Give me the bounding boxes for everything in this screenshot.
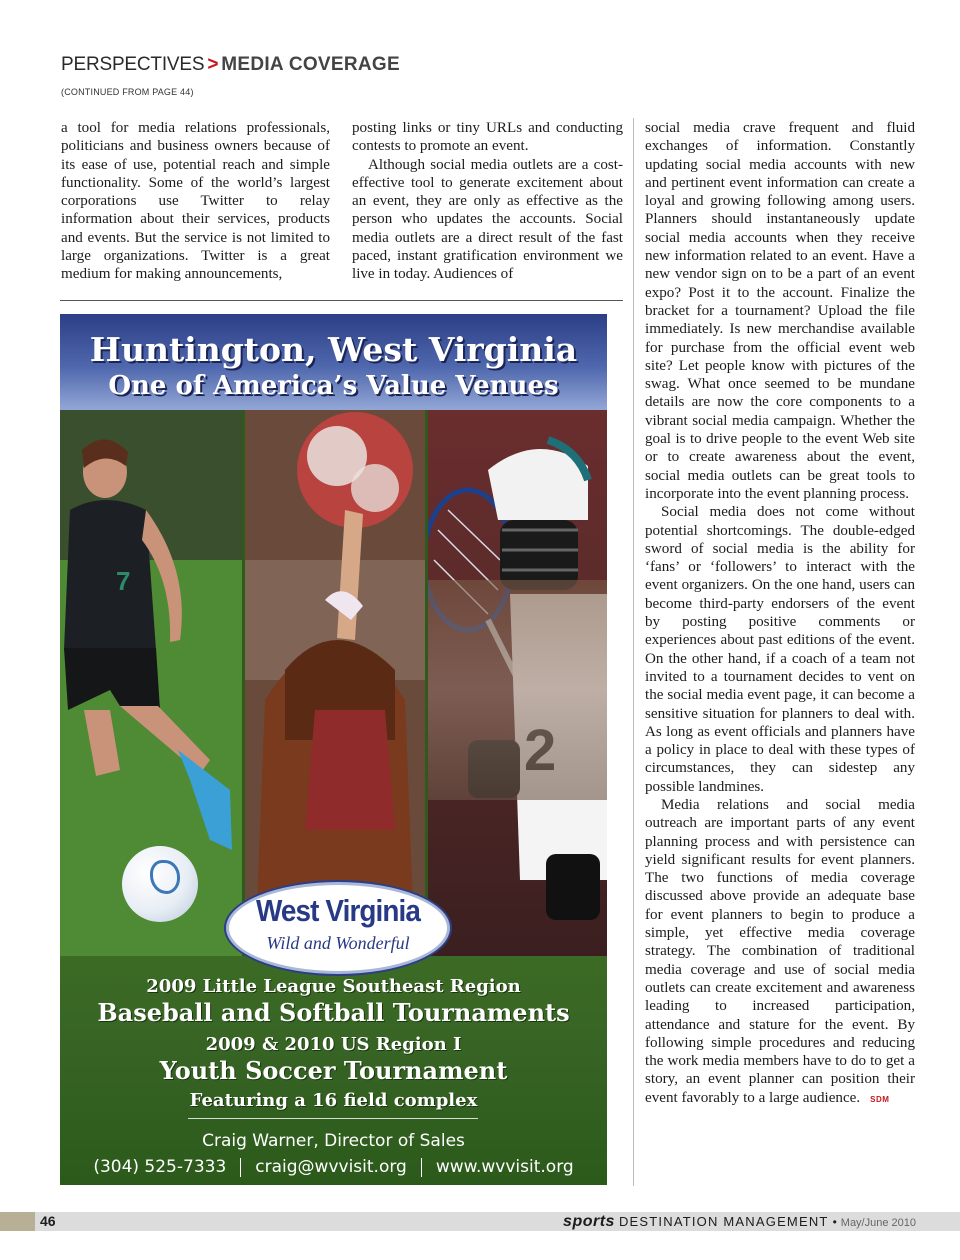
- ad-event-line-4: Youth Soccer Tournament: [159, 1056, 508, 1085]
- ad-phone: (304) 525-7333: [93, 1157, 227, 1177]
- article-column-1: [61, 119, 330, 284]
- article-column-3: [645, 119, 915, 1109]
- soccer-photo: [60, 410, 242, 956]
- jersey-number: 7: [116, 566, 131, 596]
- article-paragraph: posting links or tiny URLs and conducting contests to promote an event.: [352, 120, 623, 155]
- footer-issue: May/June 2010: [840, 1217, 916, 1229]
- section-separator: >: [207, 54, 219, 75]
- article-paragraph: social media crave frequent and fluid exchanges of information. Constantly updating social media accounts with new and pertinent event information can create a loyal and growing following among users. Planners should instantaneously update social media accounts when they receive new information related to an event. Have a new vendor sign on to be a part of an event expo? Post it to the account. Finalize the bracket for a tournament? Upload the file immediately. Is new merchandise available for purchase from the official event web site? Let people know with pictures of the swag. What once seemed to be mundane details are now the core components to a vibrant social media campaign. Whether the goal is to drive people to the event Web site or to create awareness about the event, social media outlets can be great tools to incorporate into the event planning process.: [645, 120, 915, 502]
- ad-title: Huntington, West Virginia: [89, 330, 578, 369]
- logo-name: West Virginia: [255, 893, 421, 928]
- column-divider-horizontal: [60, 300, 623, 301]
- page-number: 46: [40, 1213, 56, 1229]
- ad-subtitle: One of America’s Value Venues: [108, 371, 559, 401]
- contact-separator: [240, 1158, 241, 1177]
- logo-tagline: Wild and Wonderful: [266, 933, 410, 953]
- footer-magazine: DESTINATION MANAGEMENT: [618, 1214, 829, 1229]
- cheerleader-illustration: [245, 410, 425, 956]
- article-paragraph-last: [645, 796, 915, 1109]
- article-column-2: [352, 119, 623, 284]
- ad-website-link[interactable]: www.wvvisit.org: [435, 1157, 574, 1177]
- page-number-box: [0, 1212, 35, 1231]
- advertisement: [60, 314, 607, 1185]
- end-mark: SDM: [870, 1094, 890, 1104]
- footer-brand: sports: [563, 1213, 615, 1230]
- section-header: [61, 54, 400, 76]
- article-paragraph-text: Media relations and social media outreach are important parts of any event planning process and with persistence can yield significant results for event planners. The two functions of media coverage discussed above provide an adequate base for event planners to begin to produce a simple, yet effective media coverage strategy. The combination of traditional media coverage and use of social media outlets can create excitement and awareness leading to increased participation, attendance and stature for the event. By following simple procedures and reducing the work media members have to do to get a story, an event planner can position their event favorably to a large audience.: [645, 796, 915, 1106]
- ad-event-line-3: 2009 & 2010 US Region I: [205, 1034, 462, 1055]
- ad-contact-details: [60, 1157, 607, 1177]
- soccer-ball: [122, 846, 198, 922]
- cheerleader-photo: [245, 410, 425, 956]
- lacrosse-photo: [428, 410, 607, 956]
- article-paragraph: a tool for media relations professionals, politicians and business owners because of its ease of use, potential reach and simple functionality. Some of the world’s largest corporations use Twitter to relay information about their services, products and events. But the service is not limited to large organizations. Twitter is a great medium for making announcements,: [61, 120, 330, 283]
- section-label: PERSPECTIVES: [61, 54, 205, 75]
- ad-event-line-5: Featuring a 16 field complex: [189, 1090, 478, 1111]
- west-virginia-logo: [226, 882, 450, 974]
- section-title: [61, 54, 400, 75]
- article-paragraph: Social media does not come without potential shortcomings. The double-edged sword of social media is the ability for ‘fans’ or ‘followers’ to interact with the event organizers. On the one hand, users can become third-party endorsers of the event by posting positive comments or experiences about past editions of the event. On the other hand, if a coach of a team not invited to a tournament decides to vent on the social media event page, it can become a sensitive situation for planners to deal with. As long as event officials and planners have a policy in place to deal with these types of circumstances, they can sidestep any possible landmines.: [645, 504, 915, 795]
- ad-email-link[interactable]: craig@wvvisit.org: [255, 1157, 407, 1177]
- contact-separator: [421, 1158, 422, 1177]
- ad-contact-name: Craig Warner, Director of Sales: [202, 1131, 465, 1151]
- subsection-label: MEDIA COVERAGE: [221, 54, 400, 75]
- column-divider-vertical: [633, 118, 634, 1186]
- footer-masthead: [563, 1212, 916, 1231]
- ad-divider: [188, 1118, 478, 1119]
- article-paragraph: Although social media outlets are a cost-effective tool to generate excitement about an event, they are only as effective as the person who updates the accounts. Social media outlets are a direct result of the fast paced, instant gratification environment we live in today. Audiences of: [352, 156, 623, 283]
- continued-note: (CONTINUED FROM PAGE 44): [61, 87, 194, 97]
- footer-bullet: •: [832, 1215, 837, 1229]
- ad-event-line-2: Baseball and Softball Tournaments: [97, 998, 570, 1027]
- ad-event-line-1: 2009 Little League Southeast Region: [146, 976, 521, 997]
